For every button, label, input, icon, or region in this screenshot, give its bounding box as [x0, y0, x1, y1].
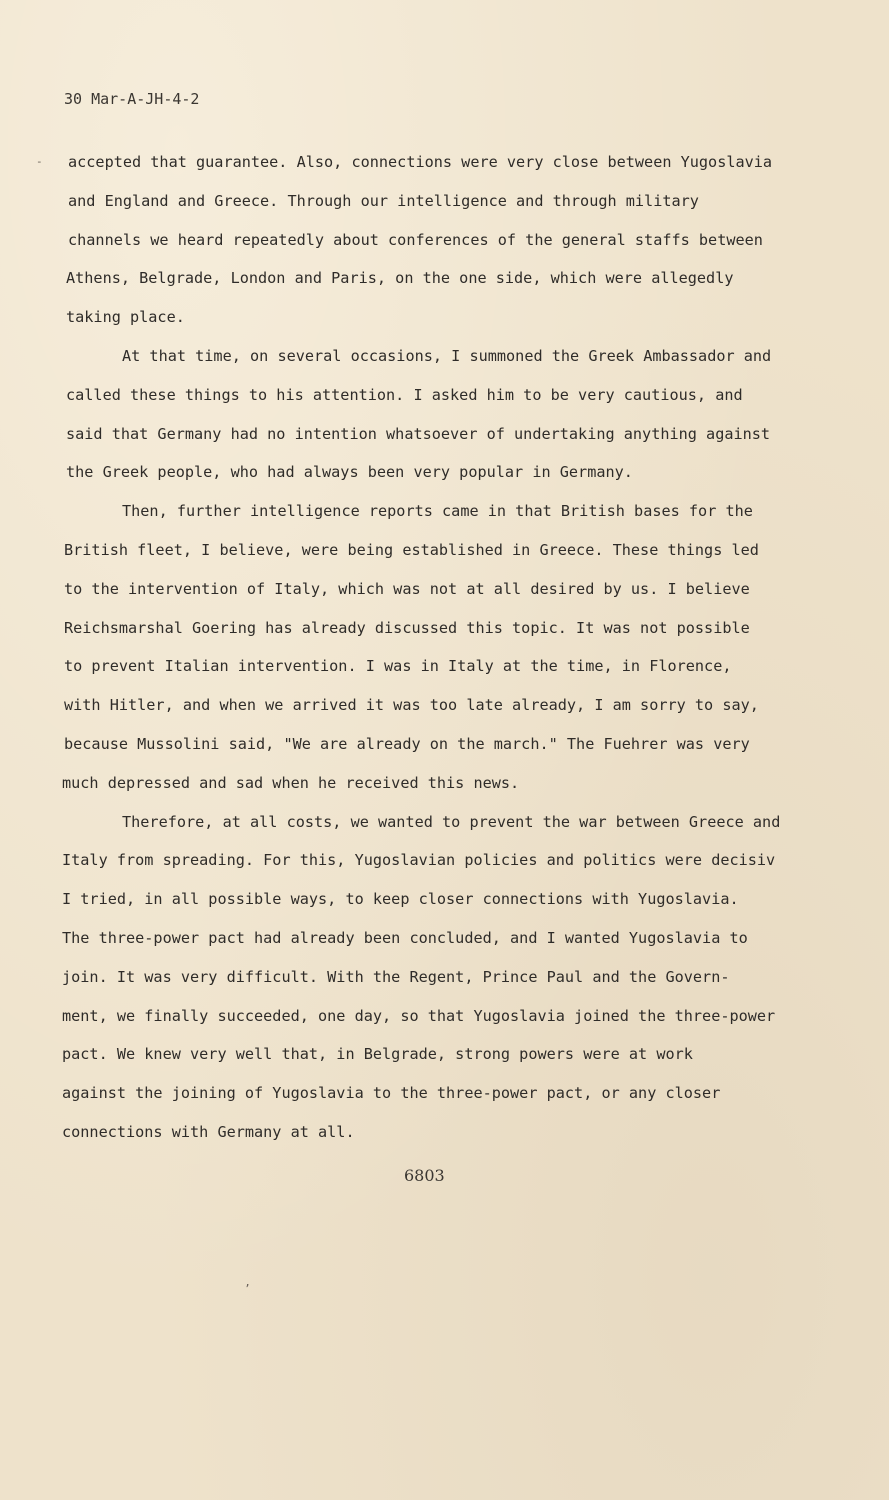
text-line: pact. We knew very well that, in Belgrade, strong powers were at work [62, 1045, 693, 1064]
text-line: to the intervention of Italy, which was not at all desired by us. I believe [64, 579, 750, 598]
text-line: against the joining of Yugoslavia to the three-power pact, or any closer [62, 1084, 721, 1103]
text-line: the Greek people, who had always been very popular in Germany. [66, 463, 633, 482]
text-line: connections with Germany at all. [62, 1122, 355, 1141]
text-line: much depressed and sad when he received this news. [62, 773, 520, 792]
text-line: taking place. [66, 308, 185, 327]
text-line: Athens, Belgrade, London and Paris, on the one side, which were allegedly [66, 269, 734, 288]
page-number: 6803 [404, 1166, 445, 1185]
text-line: channels we heard repeatedly about conferences of the general staffs between [68, 230, 763, 249]
text-line: because Mussolini said, "We are already on the march." The Fuehrer was very [64, 734, 750, 753]
text-line: The three-power pact had already been concluded, and I wanted Yugoslavia to [62, 928, 748, 947]
text-line: with Hitler, and when we arrived it was too late already, I am sorry to say, [64, 696, 759, 715]
text-line: accepted that guarantee. Also, connections were very close between Yugoslavia [68, 153, 773, 171]
paragraph-start-line: Then, further intelligence reports came in that British bases for the [122, 502, 753, 521]
text-line: British fleet, I believe, were being established in Greece. These things led [64, 540, 759, 559]
text-line: Italy from spreading. For this, Yugoslavian policies and politics were decisiv [62, 851, 776, 870]
text-line: to prevent Italian intervention. I was in Italy at the time, in Florence, [64, 657, 732, 676]
text-line: I tried, in all possible ways, to keep closer connections with Yugoslavia. [62, 890, 739, 909]
text-line: Reichsmarshal Goering has already discussed this topic. It was not possible [64, 618, 750, 637]
text-line: join. It was very difficult. With the Regent, Prince Paul and the Govern- [62, 967, 730, 986]
paragraph-start-line: Therefore, at all costs, we wanted to prevent the war between Greece and [122, 812, 781, 831]
document-reference-header: 30 Mar-A-JH-4-2 [64, 90, 200, 108]
paragraph-start-line: At that time, on several occasions, I summoned the Greek Ambassador and [122, 346, 772, 365]
document-body [62, 143, 842, 1152]
margin-dash-mark: - [36, 155, 43, 168]
text-line: said that Germany had no intention whatsoever of undertaking anything against [66, 424, 771, 443]
text-line: and England and Greece. Through our intelligence and through military [68, 191, 699, 210]
text-line: called these things to his attention. I asked him to be very cautious, and [66, 385, 743, 404]
text-line: ment, we finally succeeded, one day, so that Yugoslavia joined the three-power [62, 1006, 776, 1025]
stray-tick-mark: ’ [244, 1282, 251, 1295]
